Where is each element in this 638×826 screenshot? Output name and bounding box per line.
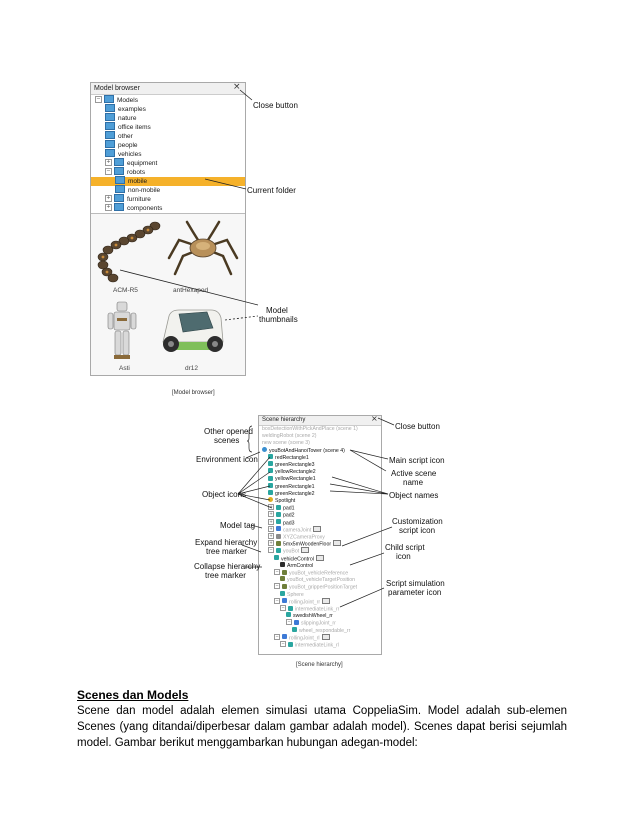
callout-close-button: Close button — [253, 101, 298, 110]
light-object-icon — [268, 497, 273, 502]
tree-folder-label: nature — [118, 115, 137, 122]
scene-object-name: Sphere — [287, 591, 304, 598]
folder-icon — [105, 149, 115, 157]
scene-hierarchy-tree — [259, 425, 381, 654]
joint-object-icon — [282, 634, 287, 639]
scene-object-name: vehicleControl — [281, 555, 314, 562]
scene-object-name: slippingJoint_rr — [301, 620, 336, 627]
collapse-marker-icon[interactable]: − — [269, 547, 273, 553]
scene-hierarchy-panel — [258, 415, 382, 655]
collapse-marker-icon[interactable]: − — [275, 633, 279, 639]
expand-marker-icon[interactable]: + — [269, 511, 273, 517]
scene-hierarchy-caption: [Scene hierarchy] — [296, 662, 343, 668]
collapse-marker-icon[interactable]: − — [275, 583, 279, 589]
cube-object-icon — [274, 555, 279, 560]
model-browser-tree — [91, 95, 245, 213]
callout-model-thumbnails-2: thumbnails — [259, 315, 298, 324]
collapse-marker-icon[interactable]: − — [281, 605, 285, 610]
callout-customization-script-1: Customization — [392, 517, 443, 526]
folder-icon — [115, 176, 125, 184]
cube-object-icon — [268, 454, 273, 459]
scene-object-name: XYZCameraProxy — [283, 534, 325, 541]
scene-object-name: pad3 — [283, 519, 295, 526]
script-tag-icon[interactable] — [322, 634, 330, 640]
callout-main-script-icon: Main script icon — [389, 456, 445, 465]
collapse-marker-icon[interactable]: − — [275, 597, 279, 603]
scene-hierarchy-row[interactable] — [286, 613, 333, 620]
collapse-marker-icon[interactable]: − — [106, 167, 111, 174]
tree-folder-label: Models — [117, 97, 138, 104]
cube-object-icon — [288, 642, 293, 647]
scene-hierarchy-row[interactable] — [280, 577, 355, 584]
scene-object-name: pad1 — [283, 505, 295, 512]
callout-active-scene-name-1: Active scene — [391, 469, 437, 478]
joint-object-icon — [282, 598, 287, 603]
section-heading: Scenes dan Models — [77, 688, 189, 702]
tree-folder-label: mobile — [128, 178, 148, 185]
callout-sh-close-button: Close button — [395, 422, 440, 431]
scene-hierarchy-row[interactable] — [262, 448, 345, 455]
scene-object-name: 5mx5mWoodenFloor — [283, 541, 332, 548]
tree-folder-label: equipment — [127, 160, 158, 167]
script-tag-icon[interactable] — [313, 526, 321, 532]
script-object-icon — [280, 562, 285, 567]
folder-icon — [114, 194, 124, 202]
cube-object-icon — [276, 512, 281, 517]
tree-folder-label: components — [127, 205, 163, 212]
expand-marker-icon[interactable]: + — [106, 203, 111, 210]
tree-folder-label: non-mobile — [128, 187, 161, 194]
scene-hierarchy-row[interactable] — [268, 469, 316, 476]
callout-script-sim-param-1: Script simulation — [386, 579, 445, 588]
acm-r5-thumbnail[interactable] — [93, 218, 163, 284]
cube-object-icon — [276, 505, 281, 510]
callout-model-thumbnails-1: Model — [266, 306, 288, 315]
dr12-thumbnail[interactable] — [157, 302, 227, 358]
cube-object-icon — [268, 490, 273, 495]
callout-child-script-2: icon — [396, 552, 411, 561]
scene-object-name: youBot_vehicleTargetPosition — [287, 577, 356, 584]
tree-folder-components[interactable] — [105, 204, 162, 213]
folder-icon — [105, 140, 115, 148]
tree-folder-furniture[interactable] — [105, 195, 151, 204]
cube-object-icon — [276, 548, 281, 553]
callout-script-sim-param-2: parameter icon — [388, 588, 442, 597]
tree-folder-models[interactable] — [95, 96, 138, 105]
tree-folder-label: office items — [118, 124, 151, 131]
scene-hierarchy-row[interactable] — [274, 570, 348, 577]
expand-marker-icon[interactable]: + — [269, 540, 273, 546]
scene-hierarchy-row[interactable] — [262, 433, 317, 440]
dummy-object-icon — [282, 584, 287, 589]
scene-hierarchy-row[interactable] — [268, 455, 309, 462]
callout-child-script-1: Child script — [385, 543, 425, 552]
scene-object-name: weldingRobot (scene 2) — [262, 433, 317, 440]
folder-icon — [105, 122, 115, 130]
scene-hierarchy-row[interactable] — [268, 491, 315, 498]
tree-folder-label: examples — [118, 106, 146, 113]
scene-hierarchy-row[interactable] — [262, 426, 358, 433]
model-thumbnails-area — [91, 214, 245, 375]
callout-object-icons: Object icons — [202, 490, 247, 499]
scene-hierarchy-close-icon[interactable]: × — [371, 415, 378, 423]
thumbnail-label-acm-r5: ACM-R5 — [113, 287, 138, 294]
section-body-paragraph: Scene dan model adalah elemen simulasi utama CoppeliaSim. Model adalah sub-elemen Scenes (yang ditandai/diperbesar dalam gambar adalah model). Scenes dapat berisi sejumlah model. Gambar berikut menggambarkan hubungan adegan-model: — [77, 705, 567, 749]
scene-object-name: ArmControl — [287, 562, 314, 569]
scene-hierarchy-row[interactable] — [280, 642, 339, 649]
scene-object-name: rollingJoint_rr — [289, 599, 321, 606]
callout-other-opened-scenes-1: Other opened — [204, 427, 253, 436]
scene-object-name: youBot — [283, 548, 300, 555]
scene-hierarchy-title: Scene hierarchy — [259, 416, 382, 426]
dummy-object-icon — [282, 570, 287, 575]
scene-object-name: youBotAndHanoiTower (scene 4) — [269, 447, 345, 454]
scene-object-name: greenRectangle1 — [275, 483, 315, 490]
joint-object-icon — [294, 620, 299, 625]
expand-marker-icon[interactable]: + — [106, 194, 111, 201]
model-browser-title: Model browser — [91, 83, 246, 95]
tree-folder-robots[interactable] — [105, 168, 145, 177]
collapse-marker-icon[interactable]: − — [287, 619, 291, 625]
callout-other-opened-scenes-2: scenes — [214, 436, 240, 445]
cube-object-icon — [276, 519, 281, 524]
scene-hierarchy-row[interactable] — [280, 563, 313, 570]
joint-object-icon — [276, 526, 281, 531]
folder-icon — [104, 95, 114, 103]
tree-folder-label: furniture — [127, 196, 151, 203]
cam-object-icon — [276, 534, 281, 539]
folder-icon — [114, 203, 124, 211]
asti-thumbnail[interactable] — [105, 300, 139, 362]
cube-object-icon — [268, 468, 273, 473]
cube-object-icon — [288, 606, 293, 611]
cube-object-icon — [268, 483, 273, 488]
ant-hexapod-thumbnail[interactable] — [161, 218, 245, 278]
model-browser-caption: [Model browser] — [172, 390, 215, 396]
folder-icon — [115, 185, 125, 193]
callout-environment-icon: Environment icon — [196, 455, 258, 464]
expand-marker-icon[interactable]: + — [269, 525, 273, 531]
folder-icon — [114, 167, 124, 175]
callout-collapse-marker-1: Collapse hierarchy — [194, 562, 261, 571]
model-browser-panel — [90, 82, 246, 376]
folder-icon — [105, 113, 115, 121]
scene-object-name: wheel_respondable_rr — [299, 627, 351, 634]
collapse-marker-icon[interactable]: − — [281, 641, 285, 646]
env-object-icon — [262, 447, 267, 452]
cube-object-icon — [292, 627, 297, 632]
tree-folder-equipment[interactable] — [105, 159, 157, 168]
scene-object-name: new scene (scene 3) — [262, 440, 310, 447]
callout-active-scene-name-2: name — [403, 478, 424, 487]
cube-object-icon — [268, 476, 273, 481]
callout-expand-marker-1: Expand hierarchy — [195, 538, 258, 547]
scene-object-name: greenRectangle2 — [275, 490, 315, 497]
scene-object-name: cameraJoint — [283, 527, 312, 534]
callout-current-folder: Current folder — [247, 186, 296, 195]
collapse-marker-icon[interactable]: − — [275, 569, 279, 574]
folder-icon — [105, 104, 115, 112]
script-tag-icon[interactable] — [316, 555, 324, 561]
scene-object-name: redRectangle1 — [275, 454, 309, 461]
dummy-object-icon — [276, 541, 281, 546]
scene-hierarchy-row[interactable] — [268, 476, 316, 483]
scene-object-name: rollingJoint_rl — [289, 635, 320, 642]
cube-object-icon — [268, 461, 273, 466]
scene-hierarchy-row[interactable] — [274, 584, 357, 591]
script-tag-icon[interactable] — [333, 540, 341, 546]
scene-object-name: swedishWheel_rr — [293, 613, 333, 620]
model-browser-close-icon[interactable]: × — [233, 82, 241, 92]
callout-collapse-marker-2: tree marker — [205, 571, 246, 580]
script-tag-icon[interactable] — [301, 547, 309, 553]
script-tag-icon[interactable] — [322, 598, 330, 604]
scene-object-name: intermediateLink_rl — [295, 642, 339, 649]
callout-expand-marker-2: tree marker — [206, 547, 247, 556]
tree-folder-label: other — [118, 133, 133, 140]
scene-object-name: youBot_gripperPositionTarget — [289, 584, 358, 591]
cube-object-icon — [280, 591, 285, 596]
callout-object-names: Object names — [389, 491, 439, 500]
expand-marker-icon[interactable]: + — [269, 504, 273, 510]
scene-object-name: Spotlight — [275, 498, 296, 504]
thumbnail-label-dr12: dr12 — [185, 365, 199, 372]
tree-folder-label: vehicles — [118, 151, 142, 158]
tree-folder-label: robots — [127, 169, 146, 176]
scene-object-name: intermediateLink_rr — [295, 606, 340, 613]
scene-object-name: yellowRectangle1 — [275, 476, 316, 483]
cube-object-icon — [286, 612, 291, 617]
expand-marker-icon[interactable]: + — [106, 158, 111, 165]
scene-hierarchy-row[interactable] — [262, 440, 310, 447]
scene-object-name: pad2 — [283, 512, 295, 519]
folder-icon — [105, 131, 115, 139]
callout-model-tag: Model tag — [220, 521, 256, 530]
scene-hierarchy-row[interactable] — [268, 484, 315, 491]
dummy-object-icon — [280, 576, 285, 581]
scene-hierarchy-row[interactable] — [268, 462, 315, 469]
expand-marker-icon[interactable]: + — [269, 533, 273, 538]
thumbnail-label-asti: Asti — [119, 365, 130, 372]
collapse-marker-icon[interactable]: − — [96, 95, 101, 102]
thumbnail-label-ant-hexapod: antHexapod — [173, 287, 209, 294]
folder-icon — [114, 158, 124, 166]
scene-object-name: boxDetectionWithPickAndPlace (scene 1) — [262, 426, 358, 432]
scene-object-name: greenRectangle3 — [275, 462, 315, 468]
tree-folder-label: people — [118, 142, 138, 149]
callout-customization-script-2: script icon — [399, 526, 436, 535]
scene-object-name: yellowRectangle2 — [275, 469, 316, 476]
scene-object-name: youBot_vehicleReference — [289, 570, 349, 577]
expand-marker-icon[interactable]: + — [269, 518, 273, 524]
scene-hierarchy-row[interactable] — [268, 527, 321, 534]
